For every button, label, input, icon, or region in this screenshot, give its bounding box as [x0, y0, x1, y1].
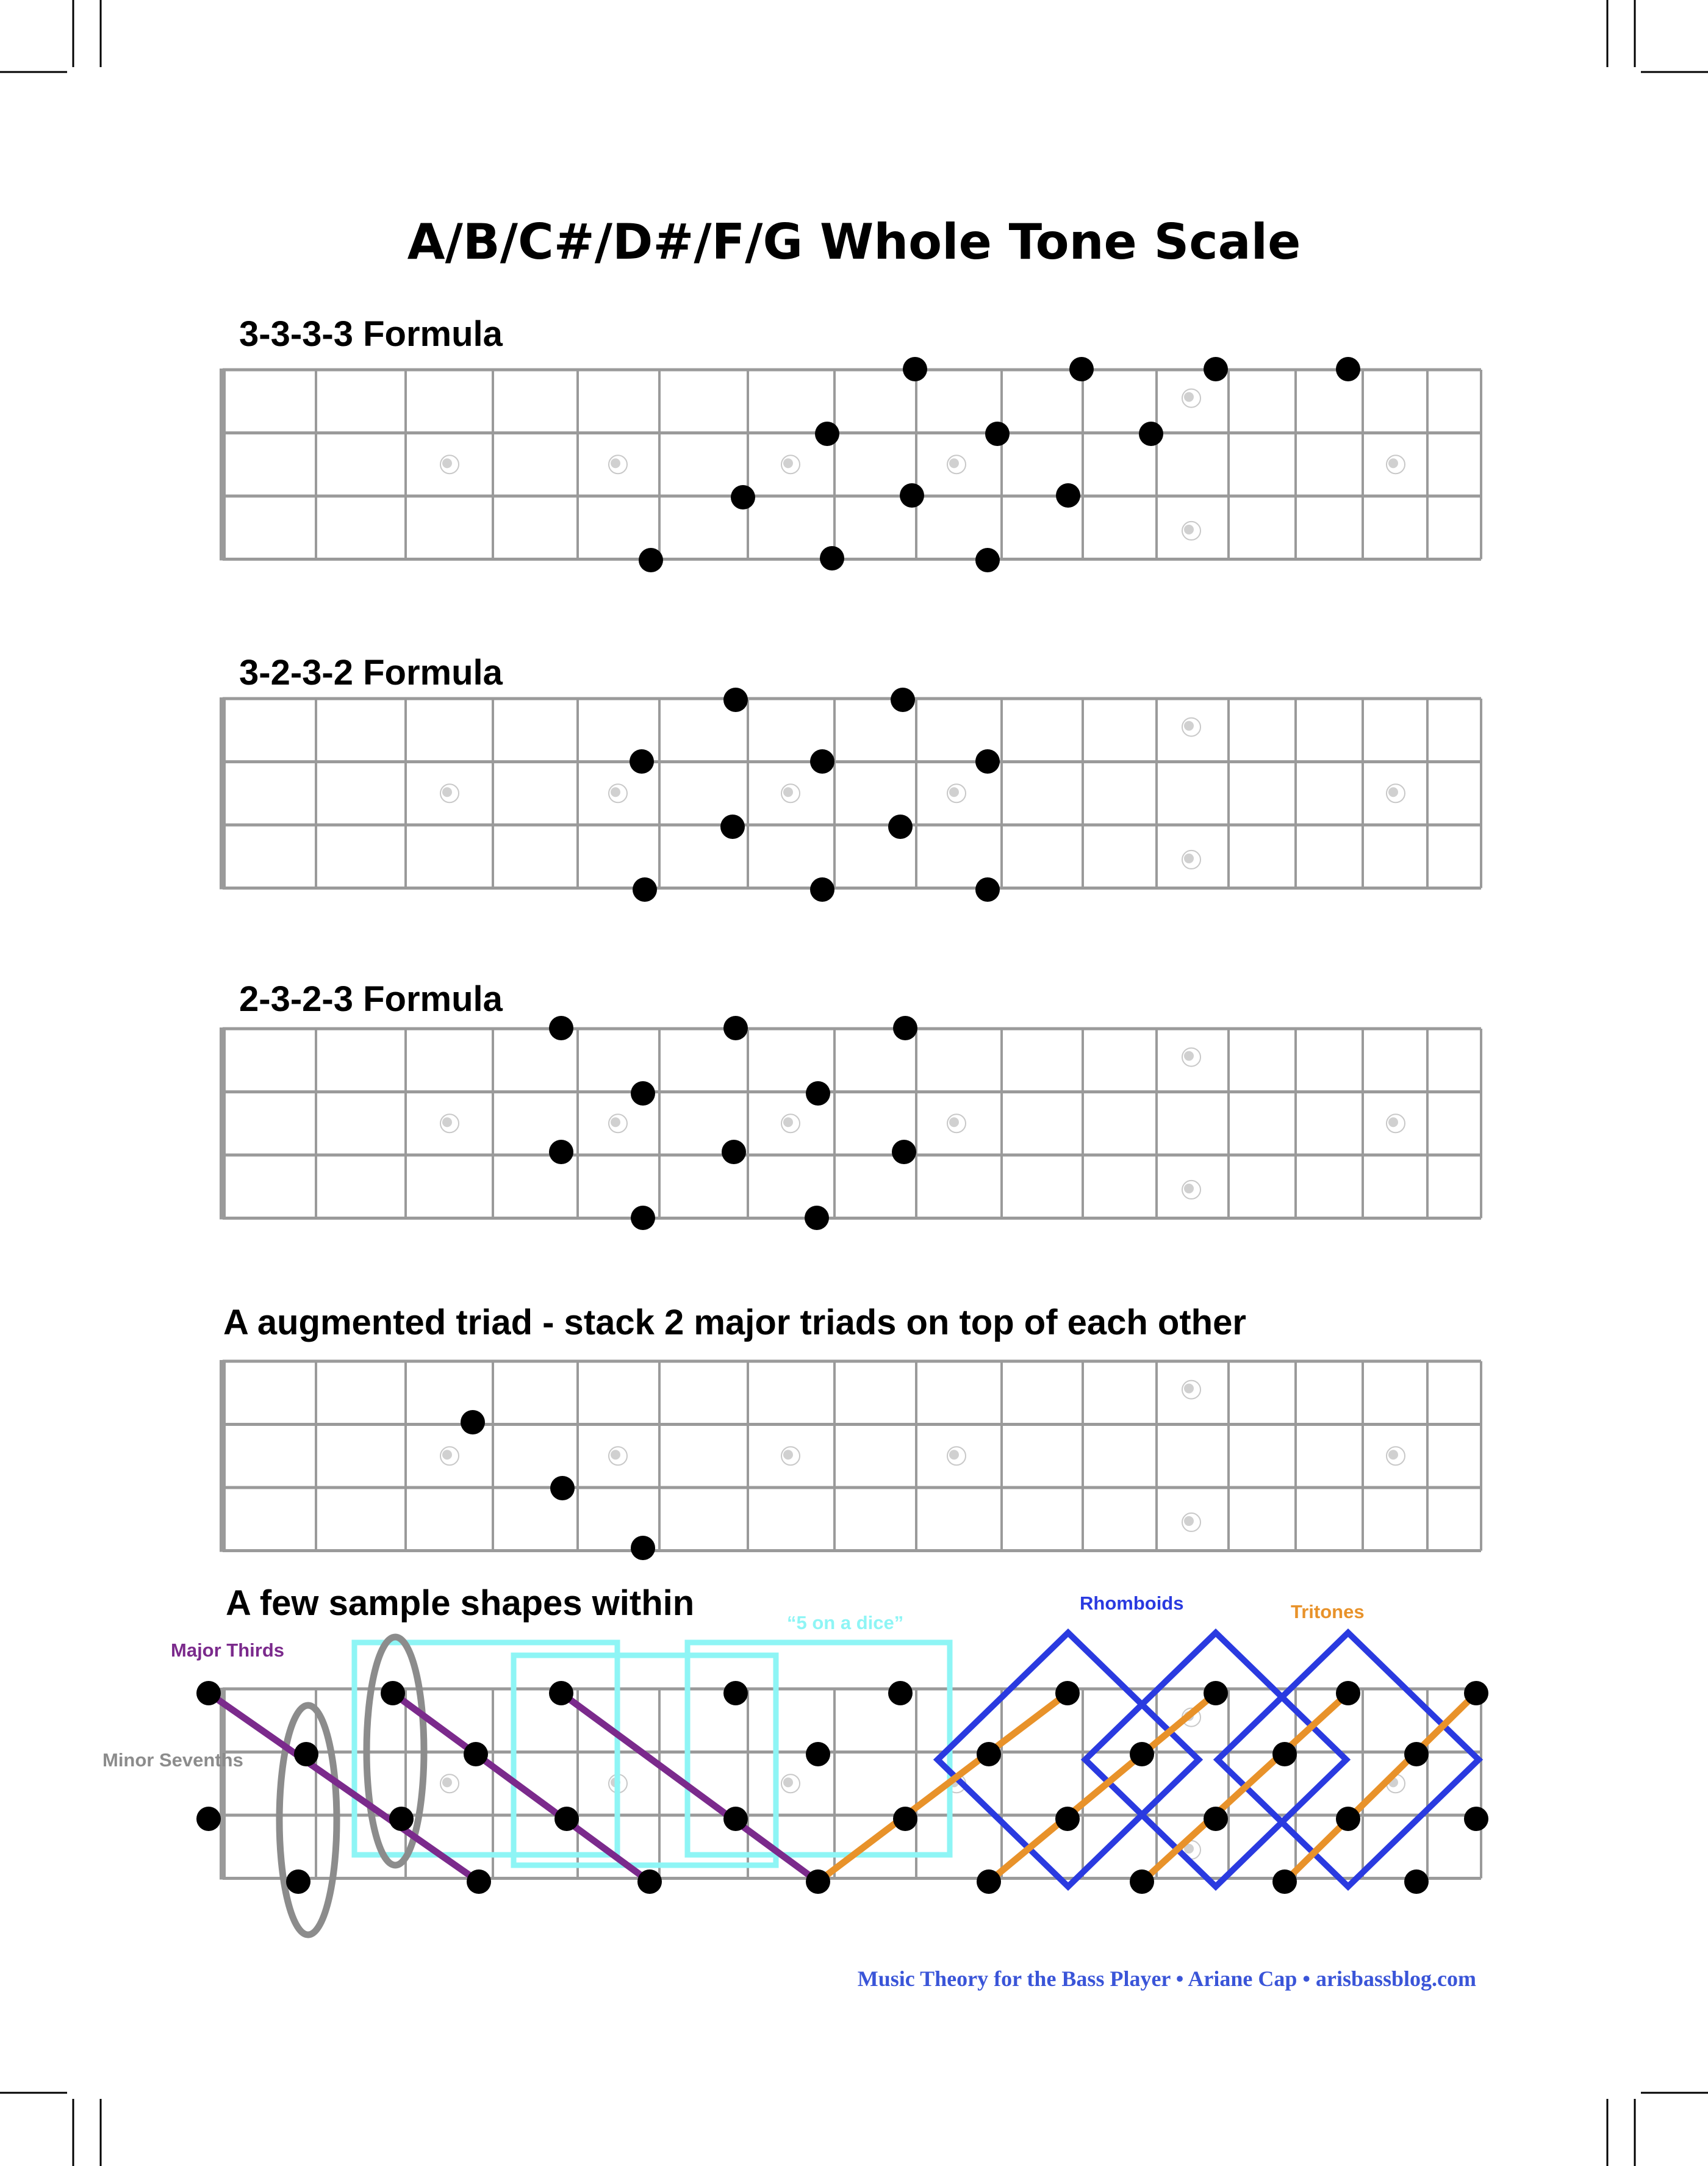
note-dot	[1069, 357, 1094, 381]
fret-inlay	[611, 1450, 620, 1459]
nut	[220, 1360, 226, 1552]
note-dot	[806, 1742, 830, 1766]
note-dot	[977, 1742, 1001, 1766]
note-dot	[900, 483, 924, 508]
note-dot	[810, 877, 834, 902]
fret-inlay	[949, 787, 959, 797]
fret-inlay	[1388, 458, 1398, 468]
fret-inlay	[1388, 1450, 1398, 1459]
note-dot	[1055, 1681, 1080, 1705]
fret-inlay	[1184, 1384, 1194, 1394]
note-dot	[806, 1869, 830, 1894]
note-dot	[1464, 1681, 1488, 1705]
section-label-3333: 3-3-3-3 Formula	[231, 313, 511, 356]
note-dot	[805, 1206, 829, 1230]
note-dot	[806, 1081, 830, 1106]
note-dot	[467, 1869, 491, 1894]
note-dot	[723, 1807, 748, 1831]
note-dot	[549, 1681, 573, 1705]
major-thirds-label: Major Thirds	[171, 1639, 285, 1661]
note-dot	[389, 1807, 414, 1831]
note-dot	[1204, 1681, 1228, 1705]
note-dot	[723, 1016, 748, 1040]
note-dot	[1404, 1742, 1429, 1766]
note-dot	[888, 1681, 913, 1705]
fret-inlay	[783, 1450, 793, 1459]
fret-inlay	[1184, 721, 1194, 731]
fret-inlay	[1184, 525, 1194, 534]
fret-inlay	[1184, 1051, 1194, 1061]
note-dot	[723, 1681, 748, 1705]
fret-inlay	[949, 458, 959, 468]
fret-inlay	[442, 787, 452, 797]
note-dot	[977, 1869, 1001, 1894]
fret-inlay	[442, 458, 452, 468]
note-dot	[286, 1869, 310, 1894]
minor-sevenths-label: Minor Sevenths	[102, 1749, 243, 1771]
fret-inlay	[611, 787, 620, 797]
rhomboids-label: Rhomboids	[1080, 1592, 1184, 1614]
fret-inlay	[1184, 1516, 1194, 1526]
note-dot	[196, 1807, 221, 1831]
section-label-2323: 2-3-2-3 Formula	[231, 978, 511, 1021]
note-dot	[1336, 1681, 1360, 1705]
note-dot	[1336, 1807, 1360, 1831]
note-dot	[891, 688, 915, 712]
note-dot	[720, 815, 745, 839]
note-dot	[1272, 1869, 1297, 1894]
fret-inlay	[442, 1450, 452, 1459]
five-on-dice-label: “5 on a dice”	[787, 1612, 904, 1633]
note-dot	[1336, 357, 1360, 381]
note-dot	[196, 1681, 221, 1705]
note-dot	[985, 422, 1010, 446]
fret-inlay	[783, 787, 793, 797]
note-dot	[554, 1807, 579, 1831]
section-label-sample-shapes: A few sample shapes within	[217, 1582, 703, 1625]
note-dot	[975, 548, 1000, 572]
footer-credit: Music Theory for the Bass Player • Ariane Cap • arisbassblog.com	[857, 1966, 1476, 1991]
fret-inlay	[1184, 392, 1194, 402]
note-dot	[1139, 422, 1163, 446]
note-dot	[550, 1476, 575, 1500]
section-label-3232: 3-2-3-2 Formula	[231, 652, 511, 694]
note-dot	[1404, 1869, 1429, 1894]
note-dot	[549, 1140, 573, 1164]
fret-inlay	[783, 458, 793, 468]
note-dot	[888, 815, 913, 839]
note-dot	[723, 688, 748, 712]
fret-inlay	[949, 1117, 959, 1127]
note-dot	[1056, 483, 1080, 508]
fret-inlay	[783, 1777, 793, 1787]
note-dot	[381, 1681, 405, 1705]
note-dot	[631, 1206, 655, 1230]
note-dot	[1204, 1807, 1228, 1831]
fret-inlay	[1184, 854, 1194, 863]
note-dot	[975, 877, 1000, 902]
nut	[220, 1688, 226, 1880]
note-dot	[810, 749, 834, 774]
fret-inlay	[442, 1117, 452, 1127]
minor-seventh-ellipse	[279, 1705, 337, 1935]
fret-inlay	[442, 1777, 452, 1787]
major-third-line	[209, 1693, 479, 1882]
note-dot	[631, 1536, 655, 1560]
note-dot	[903, 357, 927, 381]
fret-inlay	[949, 1450, 959, 1459]
fret-inlay	[1184, 1184, 1194, 1193]
note-dot	[294, 1742, 318, 1766]
tritones-label: Tritones	[1291, 1601, 1365, 1622]
page-title: A/B/C#/D#/F/G Whole Tone Scale	[407, 214, 1301, 270]
note-dot	[893, 1807, 917, 1831]
note-dot	[639, 548, 663, 572]
note-dot	[549, 1016, 573, 1040]
note-dot	[731, 485, 755, 509]
note-dot	[1272, 1742, 1297, 1766]
note-dot	[631, 1081, 655, 1106]
note-dot	[1464, 1807, 1488, 1831]
nut	[220, 369, 226, 561]
note-dot	[820, 546, 844, 570]
note-dot	[1130, 1742, 1154, 1766]
note-dot	[722, 1140, 746, 1164]
fret-inlay	[783, 1117, 793, 1127]
note-dot	[630, 749, 654, 774]
note-dot	[815, 422, 839, 446]
fret-inlay	[611, 458, 620, 468]
note-dot	[1130, 1869, 1154, 1894]
note-dot	[1055, 1807, 1080, 1831]
nut	[220, 697, 226, 890]
note-dot	[1204, 357, 1228, 381]
note-dot	[975, 749, 1000, 774]
note-dot	[461, 1410, 485, 1434]
fret-inlay	[611, 1117, 620, 1127]
fret-inlay	[1388, 787, 1398, 797]
note-dot	[637, 1869, 662, 1894]
note-dot	[892, 1140, 916, 1164]
nut	[220, 1027, 226, 1220]
note-dot	[633, 877, 657, 902]
note-dot	[464, 1742, 488, 1766]
fret-inlay	[1388, 1117, 1398, 1127]
section-label-augmented-triad: A augmented triad - stack 2 major triads on top of each other	[215, 1301, 1255, 1344]
note-dot	[893, 1016, 917, 1040]
